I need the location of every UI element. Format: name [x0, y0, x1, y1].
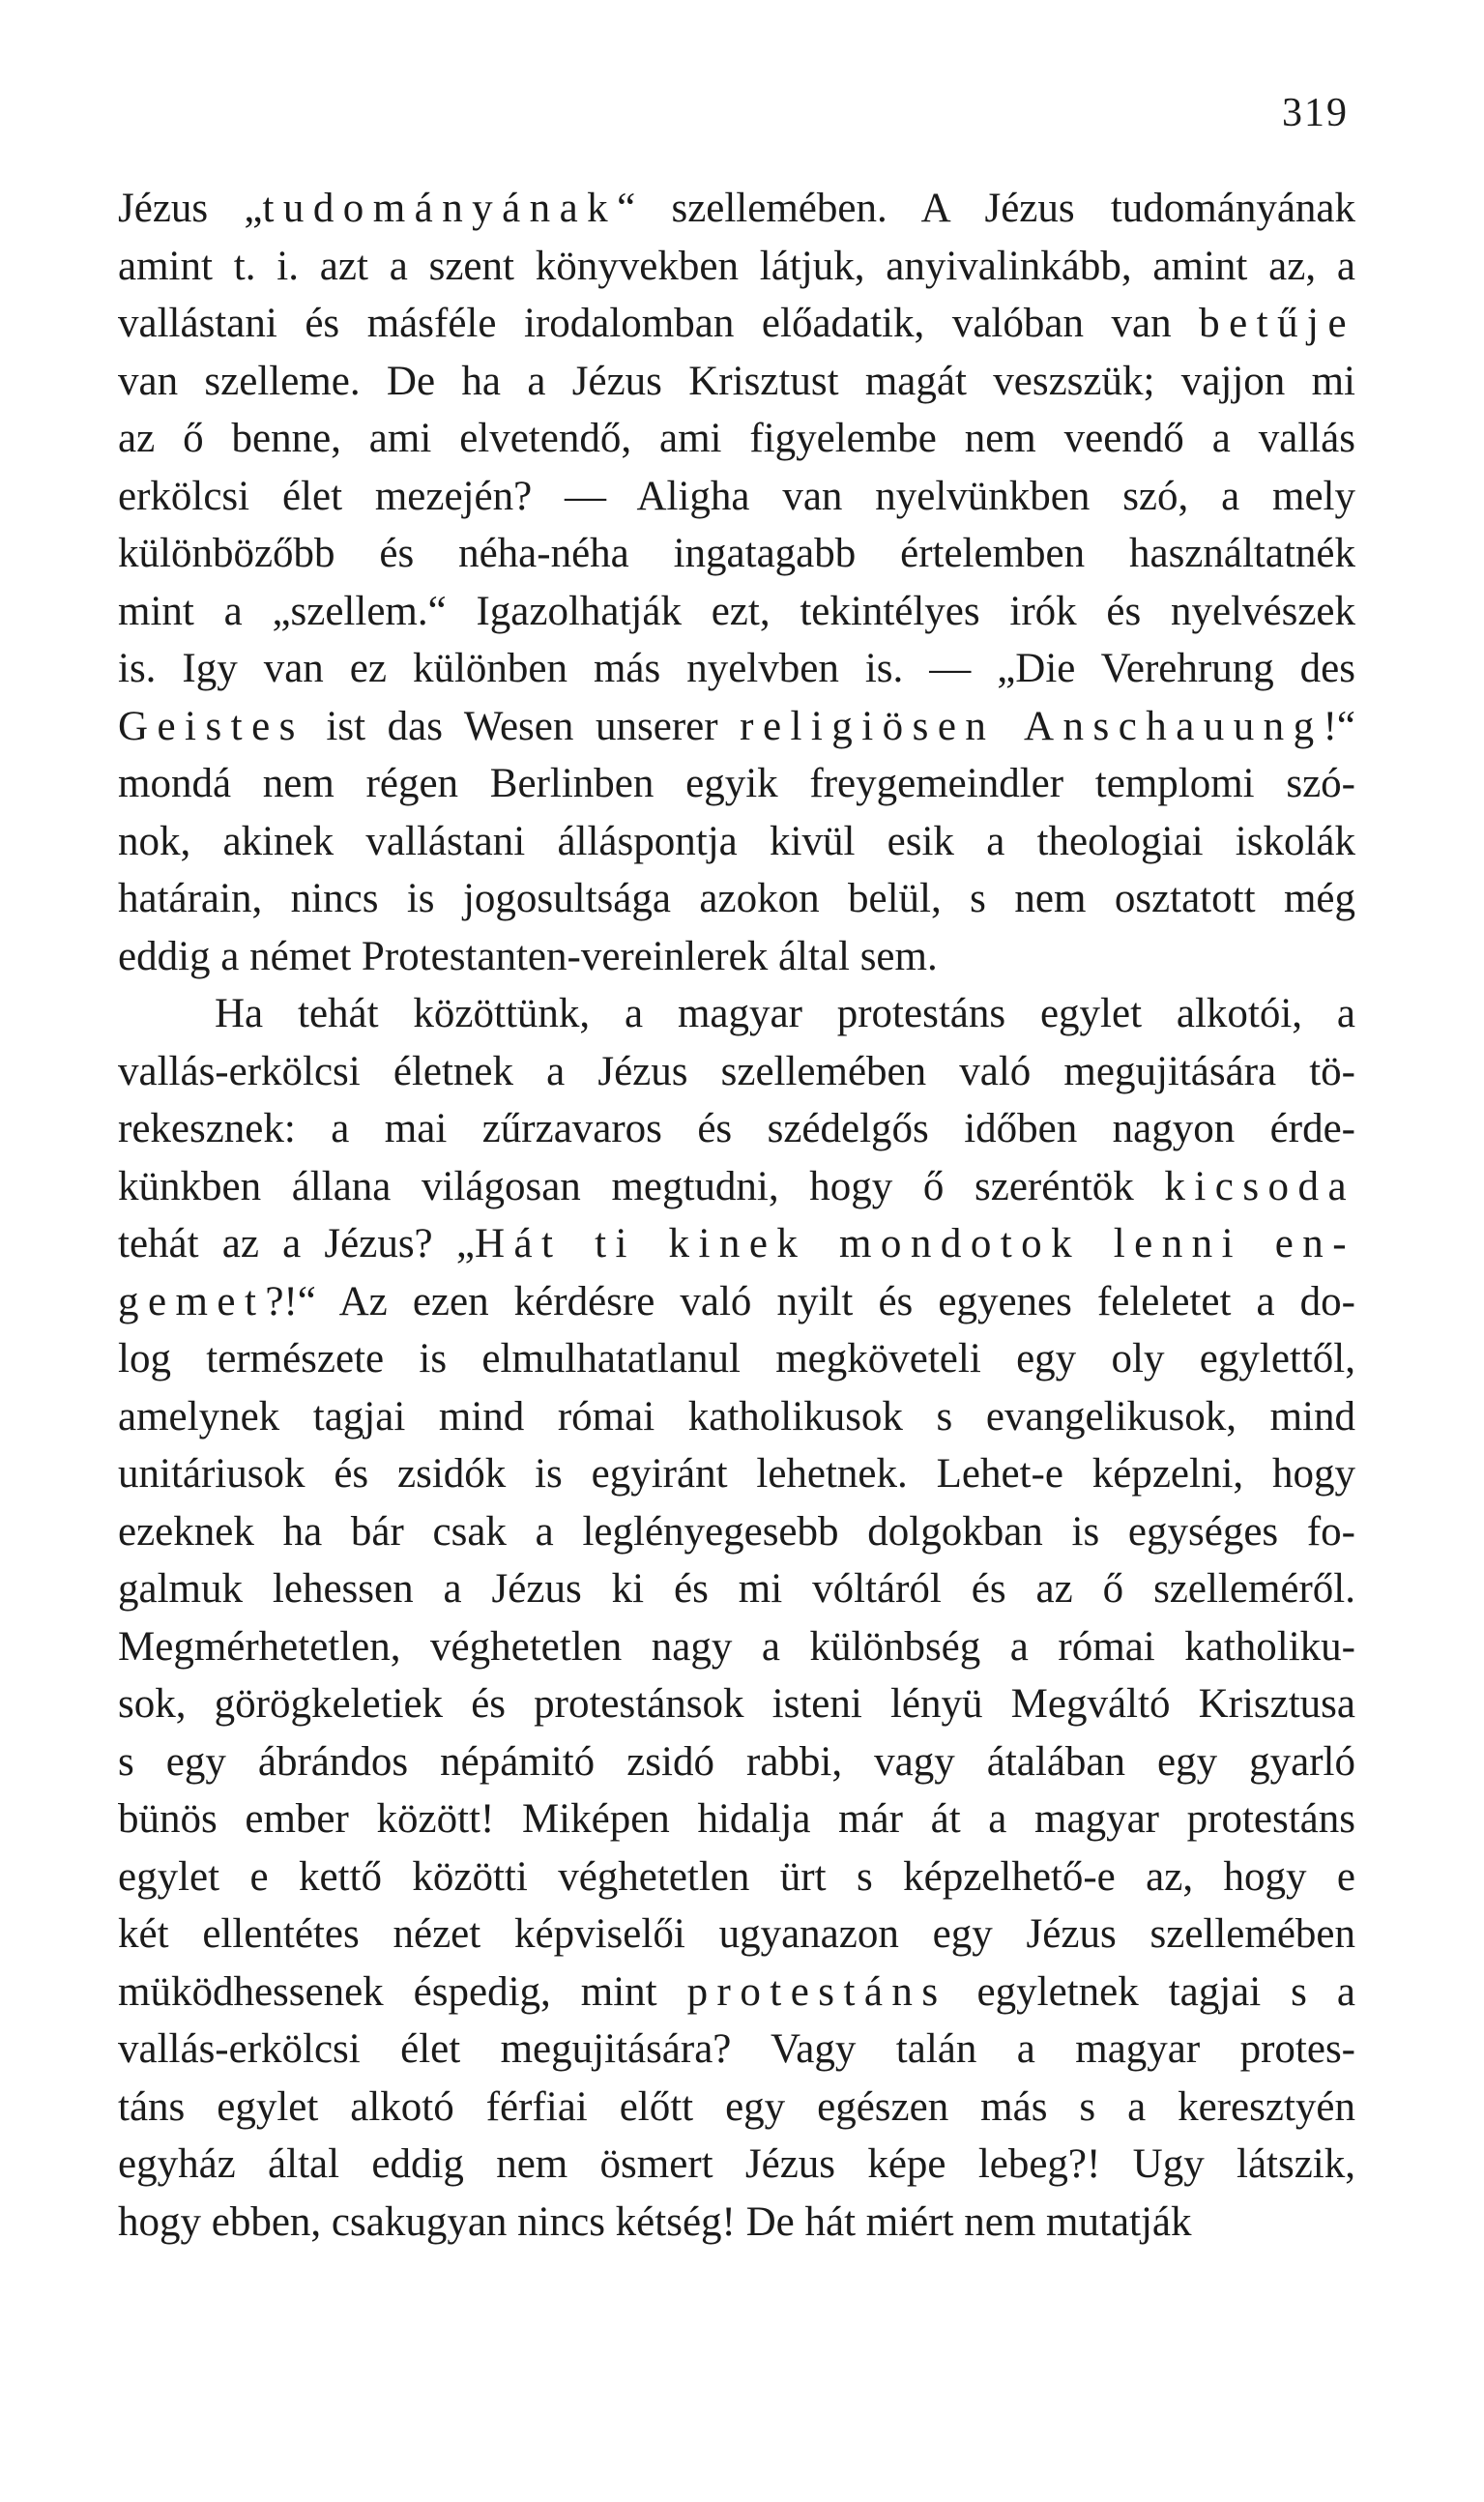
text-run: táns egylet alkotó férfiai előtt egy egészen más s a keresztyén [118, 2083, 1355, 2130]
text-line [118, 1964, 1355, 2022]
text-run: egyletnek tagjai s a [946, 1968, 1355, 2015]
text-line [118, 410, 1355, 468]
text-run: Ha tehát közöttünk, a magyar protestáns egylet alkotói, a [215, 991, 1355, 1036]
text-line [118, 2021, 1355, 2079]
spaced-emphasis: Geistes [118, 703, 305, 749]
text-line [118, 2136, 1355, 2194]
text-run: erkölcsi élet mezején? — Aligha van nyelvünkben szó, a mely [118, 473, 1355, 519]
text-line [118, 1100, 1355, 1158]
spaced-emphasis: kicsoda [1164, 1163, 1355, 1209]
text-run: amint t. i. azt a szent könyvekben látjuk, anyivalinkább, amint az, a [118, 243, 1355, 289]
text-run: hogy ebben, csakugyan nincs kétség! De hát miért nem mutatják [118, 2198, 1192, 2245]
text-line [118, 1503, 1355, 1561]
text-run: müködhessenek éspedig, mint [118, 1968, 687, 2015]
text-line [118, 295, 1355, 353]
text-run: két ellentétes nézet képviselői ugyanazon egy Jézus szellemében [118, 1911, 1355, 1957]
spaced-emphasis: gemet [118, 1278, 266, 1324]
text-run: s egy ábrándos népámitó zsidó rabbi, vagy átalában egy gyarló [118, 1738, 1355, 1785]
text-line [118, 2079, 1355, 2137]
text-line [118, 180, 1355, 238]
text-run: sok, görögkeletiek és protestánsok isteni lényü Megváltó Krisztusa [118, 1681, 1355, 1727]
text-line [118, 1906, 1355, 1964]
spaced-emphasis: betűje [1199, 301, 1355, 346]
text-line [118, 1388, 1355, 1446]
text-run: rekesznek: a mai zűrzavaros és szédelgős időben nagyon érde- [118, 1106, 1355, 1151]
text-run: vallás-erkölcsi élet megujitására? Vagy talán a magyar protes- [118, 2026, 1355, 2072]
text-run: különbözőbb és néha-néha ingatagabb értelemben használtatnék [118, 531, 1355, 576]
text-run: az ő benne, ami elvetendő, ami figyelembe nem veendő a vallás [118, 416, 1355, 461]
text-run: vallástani és másféle irodalomban előadatik, valóban van [118, 301, 1200, 346]
paragraph [118, 985, 1355, 2251]
text-run: egyház által eddig nem ösmert Jézus képe lebeg?! Ugy látszik, [118, 2141, 1355, 2187]
text-line [118, 1560, 1355, 1618]
text-run: ?!“ Az ezen kérdésre való nyilt és egyenes feleletet a do- [265, 1278, 1355, 1324]
text-line [118, 813, 1355, 871]
text-line [118, 1618, 1355, 1676]
text-run: vallás-erkölcsi életnek a Jézus szellemében való megujitására tö- [118, 1048, 1355, 1094]
text-line [118, 1445, 1355, 1503]
text-run: amelynek tagjai mind római katholikusok s evangelikusok, mind [118, 1393, 1355, 1440]
text-line [118, 870, 1355, 928]
text-run: mondá nem régen Berlinben egyik freygemeindler templomi szó- [118, 761, 1355, 806]
text-line [118, 1273, 1355, 1331]
text-line [118, 1215, 1355, 1273]
text-line [118, 238, 1355, 296]
text-line [118, 698, 1355, 756]
text-line [118, 928, 1355, 986]
text-line [118, 755, 1355, 813]
text-run: van szelleme. De ha a Jézus Krisztust magát veszszük; vajjon mi [118, 358, 1355, 404]
page-number: 319 [1282, 91, 1349, 135]
text-run: is. Igy van ez különben más nyelvben is. — „Die Verehrung des [118, 646, 1355, 691]
text-run: unitáriusok és zsidók is egyiránt lehetnek. Lehet-e képzelni, hogy [118, 1451, 1355, 1497]
text-line [118, 353, 1355, 411]
text-line [118, 1733, 1355, 1791]
spaced-emphasis: tudományának [262, 186, 618, 231]
text-run: nok, akinek vallástani álláspontja kivül esik a theologiai iskolák [118, 818, 1355, 864]
text-line [118, 985, 1355, 1043]
text-run: Megmérhetetlen, véghetetlen nagy a különbség a római katholiku- [118, 1623, 1355, 1670]
spaced-emphasis: protestáns [686, 1968, 947, 2015]
text-line [118, 2194, 1355, 2252]
text-line [118, 525, 1355, 583]
text-run: egylet e kettő közötti véghetetlen ürt s képzelhető-e az, hogy e [118, 1853, 1355, 1900]
text-line [118, 640, 1355, 698]
text-run: Jézus „ [118, 186, 263, 231]
text-line [118, 1848, 1355, 1906]
text-run: log természete is elmulhatatlanul megköveteli egy oly egylettől, [118, 1336, 1355, 1382]
spaced-emphasis: religiösen Anschauung [740, 703, 1324, 749]
body-text [118, 180, 1355, 2251]
text-run: eddig a német Protestanten-vereinlerek által sem. [118, 933, 938, 979]
text-run: ist das Wesen unserer [304, 703, 741, 749]
text-line [118, 468, 1355, 526]
text-line [118, 1330, 1355, 1388]
paragraph [118, 180, 1355, 985]
text-run: határain, nincs is jogosultsága azokon belül, s nem osztatott még [118, 876, 1355, 921]
text-run: mint a „szellem.“ Igazolhatják ezt, tekintélyes irók és nyelvészek [118, 588, 1355, 634]
text-line [118, 1043, 1355, 1101]
text-line [118, 583, 1355, 641]
text-line [118, 1675, 1355, 1733]
text-run: bünös ember között! Miképen hidalja már át a magyar protestáns [118, 1796, 1355, 1842]
text-line [118, 1790, 1355, 1848]
text-run: !“ [1323, 703, 1356, 749]
text-run: tehát az a Jézus? „ [118, 1221, 475, 1266]
text-line [118, 1158, 1355, 1216]
text-run: galmuk lehessen a Jézus ki és mi vóltáról és az ő szelleméről. [118, 1566, 1355, 1612]
text-run: künkben állana világosan megtudni, hogy ő szeréntök [118, 1163, 1165, 1209]
spaced-emphasis: Hát ti kinek mondotok lenni en- [474, 1221, 1355, 1266]
text-run: “ szellemében. A Jézus tudományának [617, 186, 1355, 231]
text-run: ezeknek ha bár csak a leglényegesebb dolgokban is egységes fo- [118, 1508, 1355, 1555]
